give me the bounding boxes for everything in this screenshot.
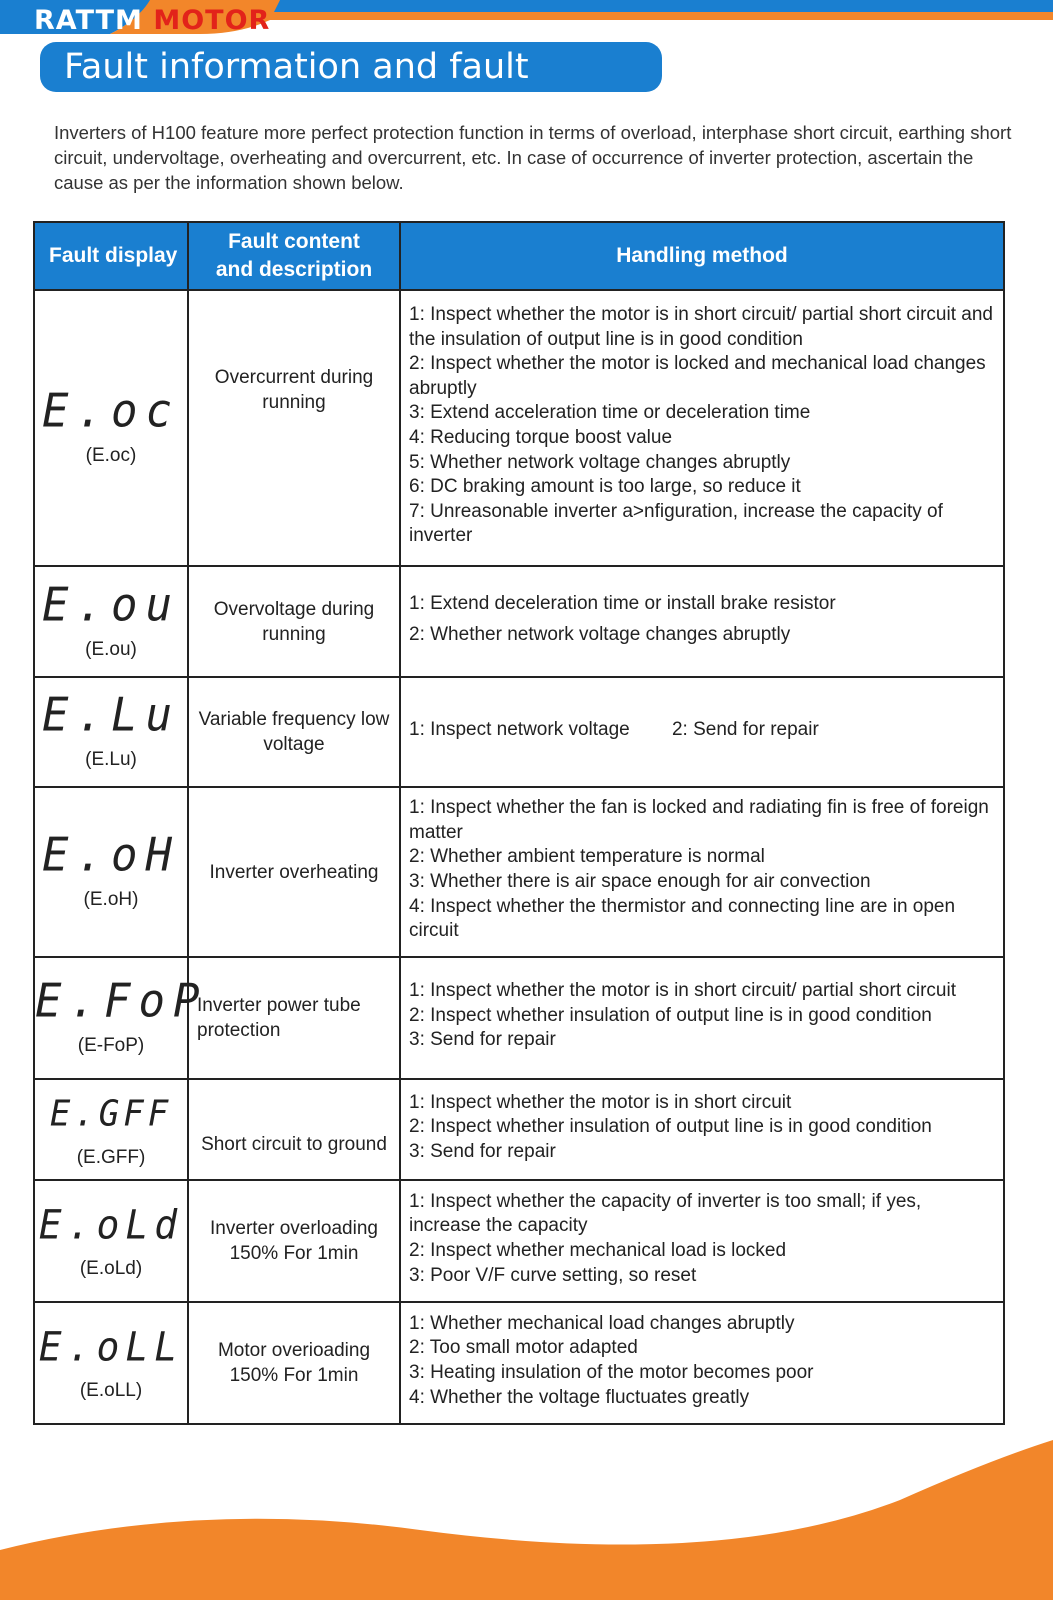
method-line: 3: Whether there is air space enough for air convection [409, 871, 871, 892]
method-line: 1: Whether mechanical load changes abruptly [409, 1312, 795, 1334]
method-line: 3: Poor V/F curve setting, so reset [409, 1264, 697, 1286]
method-line: 2: Inspect whether insulation of output line is in good condition [409, 1116, 932, 1138]
table-row [34, 1302, 1004, 1424]
table-header-row [34, 222, 1004, 290]
segment-display: E.GFF [49, 1092, 173, 1135]
fault-display-cell [34, 787, 188, 957]
handling-method-cell [400, 1079, 1004, 1180]
method-line: 3: Send for repair [409, 1029, 556, 1051]
brand-name-part2: MOTOR [153, 5, 271, 36]
table-row [34, 787, 1004, 957]
method-line: 4: Whether the voltage fluctuates greatly [409, 1386, 750, 1408]
fault-description: Inverter power tube protection [188, 957, 400, 1079]
fault-description: Overcurrent during running [188, 290, 400, 566]
fault-display-cell [34, 290, 188, 566]
method-line: 2: Inspect whether mechanical load is locked [409, 1240, 787, 1261]
segment-display: E.oH [42, 828, 180, 883]
method-line: 1: Inspect whether the motor is in short circuit/ partial short circuit [409, 980, 956, 1002]
handling-method-cell [400, 1302, 1004, 1424]
table-row [34, 1180, 1004, 1302]
fault-code: (E.oH) [83, 889, 139, 910]
fault-description: Motor overioading 150% For 1min [188, 1302, 400, 1424]
header-content-line1: Fault content [228, 230, 360, 253]
handling-method-cell [400, 677, 1004, 787]
fault-description: Inverter overloading 150% For 1min [188, 1180, 400, 1302]
method-line: 1: Extend deceleration time or install brake resistor [409, 592, 836, 614]
intro-paragraph [54, 120, 1014, 195]
method-line: 1: Inspect whether the motor is in short circuit/ partial short circuit and the insulation of output line is in good condition [409, 304, 993, 350]
segment-display: E.FoP [35, 974, 208, 1029]
segment-display: E.oLL [38, 1323, 184, 1371]
fault-display-cell [34, 677, 188, 787]
segment-display: E.ou [42, 578, 180, 632]
method-line: 7: Unreasonable inverter a>nfiguration, increase the capacity of inverter [409, 500, 943, 547]
handling-method-cell [400, 566, 1004, 677]
handling-method-cell [400, 787, 1004, 957]
method-line: 2: Whether network voltage changes abruptly [409, 623, 791, 645]
method-line: 4: Inspect whether the thermistor and connecting line are in open circuit [409, 895, 956, 942]
method-line: 4: Reducing torque boost value [409, 427, 673, 448]
fault-display-cell [34, 1302, 188, 1424]
fault-code: (E.ou) [85, 638, 137, 660]
method-line: 1: Inspect whether the capacity of inverter is too small; if yes, increase the capacity [409, 1190, 922, 1237]
page-title: Fault information and fault clearing [64, 47, 529, 129]
handling-method-cell [400, 1180, 1004, 1302]
method-line: 2: Inspect whether the motor is locked and mechanical load changes abruptly [409, 353, 986, 399]
fault-code: (E.oc) [85, 445, 137, 466]
method-line: 1: Inspect whether the fan is locked and radiating fin is free of foreign matter [409, 797, 989, 843]
fault-code: (E.oLd) [79, 1258, 143, 1279]
fault-display-cell [34, 957, 208, 1079]
fault-description: Variable frequency low voltage [188, 677, 400, 787]
header-fault-content [188, 222, 400, 290]
method-line: 1: Inspect whether the motor is in short circuit [409, 1091, 792, 1113]
header-handling-method: Handling method [400, 222, 1004, 290]
intro-text: Inverters of H100 feature more perfect protection function in terms of overload, interphase short circuit, earthing short circuit, undervoltage, overheating and overcurrent, etc. In case of occurrence of inverter protection, ascertain the cause as per the information shown below. [54, 122, 1012, 193]
segment-display: E.oc [42, 384, 180, 439]
method-line: 3: Send for repair [409, 1140, 556, 1162]
method-line: 6: DC braking amount is too large, so reduce it [409, 476, 801, 498]
method-line: 1: Inspect network voltage 2: Send for repair [409, 718, 819, 740]
brand-name-part1: RATTM [34, 5, 143, 36]
segment-display: E.Lu [42, 688, 180, 743]
handling-method-cell [400, 957, 1004, 1079]
fault-code: (E.GFF) [76, 1146, 146, 1168]
header-fault-display: Fault display [34, 222, 188, 290]
table-row [34, 566, 1004, 677]
fault-code: (E-FoP) [77, 1035, 145, 1056]
method-line: 2: Inspect whether insulation of output line is in good condition [409, 1004, 932, 1026]
fault-table [33, 221, 1005, 1425]
segment-display: E.oLd [38, 1201, 184, 1249]
fault-code: (E.oLL) [79, 1380, 143, 1401]
fault-display-cell [34, 1079, 188, 1180]
method-line: 2: Too small motor adapted [409, 1337, 638, 1359]
method-line: 3: Extend acceleration time or deceleration time [409, 402, 811, 424]
method-line: 5: Whether network voltage changes abruptly [409, 451, 791, 473]
title-banner [40, 42, 662, 129]
header-content-line2: and description [215, 258, 373, 281]
fault-display-cell [34, 566, 188, 677]
decorative-wave [0, 1420, 1053, 1600]
fault-code: (E.Lu) [85, 749, 137, 770]
fault-display-cell [34, 1180, 188, 1302]
brand-logo [34, 4, 270, 38]
fault-description: Inverter overheating [188, 787, 400, 957]
table-row [34, 1079, 1004, 1180]
table-row [34, 957, 1004, 1079]
method-line: 2: Whether ambient temperature is normal [409, 846, 765, 868]
method-line: 3: Heating insulation of the motor becomes poor [409, 1362, 814, 1383]
handling-method-cell [400, 290, 1004, 566]
table-row [34, 290, 1004, 566]
fault-description: Overvoltage during running [188, 566, 400, 677]
fault-description: Short circuit to ground [188, 1079, 400, 1180]
table-row [34, 677, 1004, 787]
